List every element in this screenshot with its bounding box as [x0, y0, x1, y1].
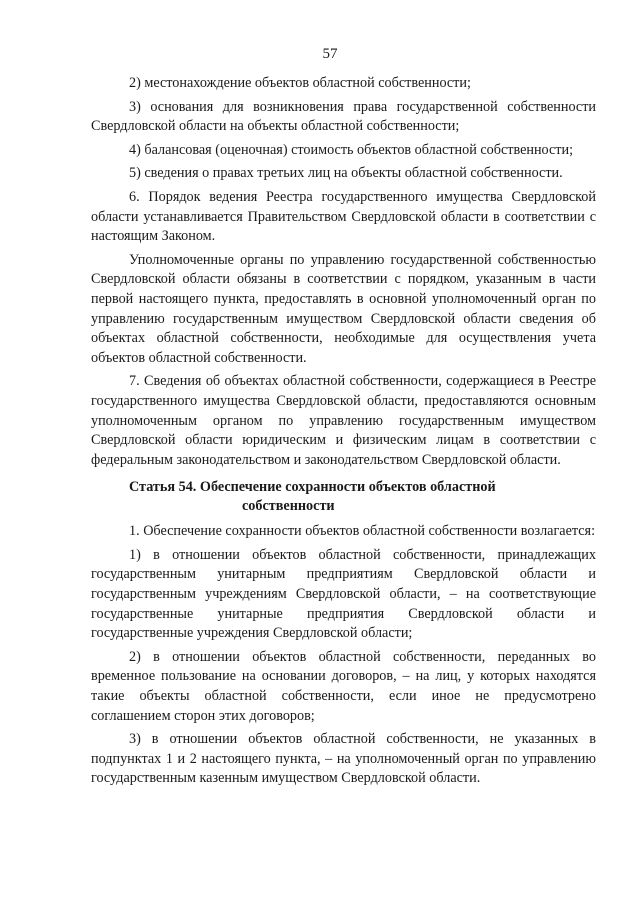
article-title-line-1: Статья 54. Обеспечение сохранности объектов областной — [129, 479, 496, 496]
page-number: 57 — [322, 46, 338, 62]
article-54-subclause-2: 2) в отношении объектов областной собственности, переданных во временное пользование на основании договоров, – на лиц, у которых находятся такие объекты областной собственности, если иное не предусмотрено соглашением сторон этих договоров; — [91, 648, 596, 724]
article-54-subclause-3: 3) в отношении объектов областной собственности, не указанных в подпунктах 1 и 2 настоящего пункта, – на уполномоченный орган по управлению государственным казенным имуществом Свердловской области. — [91, 731, 596, 787]
article-54-subclause-1: 1) в отношении объектов областной собственности, принадлежащих государственным унитарным предприятиям Свердловской области и государственным учреждениям Свердловской области, – на соответствующие государственные унитарные предприятия Свердловской области и государственные учреждения Свердловской области; — [91, 546, 596, 642]
document-body — [91, 74, 596, 793]
list-item-location: 2) местонахождение объектов областной собственности; — [129, 75, 471, 91]
list-item-balance-value: 4) балансовая (оценочная) стоимость объектов областной собственности; — [129, 141, 574, 158]
list-item-third-party-rights: 5) сведения о правах третьих лиц на объекты областной собственности. — [129, 165, 563, 182]
clause-6: 6. Порядок ведения Реестра государственного имущества Свердловской области устанавливается Правительством Свердловской области в соответствии с настоящим Законом. — [91, 188, 596, 245]
clause-6-part-2: Уполномоченные органы по управлению государственной собственностью Свердловской области обязаны в соответствии с порядком, указанным в части первой настоящего пункта, предоставлять в основной уполномоченный орган по управлению государственным имуществом Свердловской области сведения об объектах областной собственности, необходимые для осуществления учета объектов областной собственности. — [91, 251, 596, 366]
list-item-grounds: 3) основания для возникновения права государственной собственности Свердловской области на объекты областной собственности; — [91, 98, 596, 135]
article-54-heading — [91, 478, 596, 516]
clause-7: 7. Сведения об объектах областной собственности, содержащиеся в Реестре государственного имущества Свердловской области, предоставляются основным уполномоченным органом по управлению государственным имуществом Свердловской области юридическим и физическим лицам в соответствии с федеральным законодательством и законодательством Свердловской области. — [91, 373, 596, 468]
article-title-line-2: собственности — [242, 498, 335, 515]
article-54-clause-1: 1. Обеспечение сохранности объектов областной собственности возлагается: — [129, 523, 596, 540]
